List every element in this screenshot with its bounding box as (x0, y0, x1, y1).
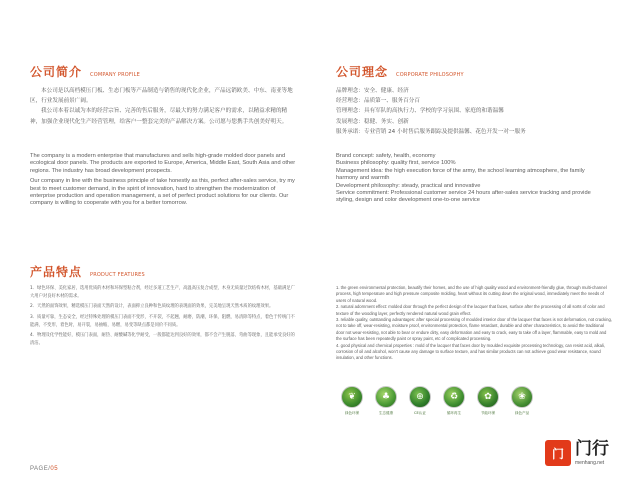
badge-label: 绿色产品 (514, 411, 530, 415)
philosophy-line: Management idea: the high execution force of the army, the school learning atmosphere, the family harmony and warmth (336, 167, 585, 182)
feature-item: 3. reliable quality, outstanding advantages: after special processing of moulded interior door of the lacquer that faces is not deformation, not cracking, not to take off, wear-resisting, moisture proof, environmental protection, flame retardant, durable and other characteristics, to avoid the traditional door not wear-resisting, not able to bear or endure dirty, easy deformation and easy to crack, easy to take off a layer, flammable, easy to mold and the surface has been repeatedly paint or spray paint, etc of complicated processing. (336, 317, 612, 342)
rabbit-icon: ♣ (375, 386, 397, 408)
philosophy-line: 经营理念：品质第一、服务百分百 (336, 98, 420, 105)
watermark-url: menhang.net (575, 459, 605, 466)
badge-label: CE认证 (414, 411, 426, 415)
watermark-name: 门行 (575, 438, 609, 459)
feature-item: 3．质量可靠，生态安全，经过特殊处理的模压门表面不变形，不开裂，不起翘，耐磨，防潮，环保，阻燃，易清除等特点，着色于传统门不能满，不变形，着色时，易开裂，易抽缩，易燃，易变等缺点都是同价不同质。 (30, 314, 295, 328)
philosophy-cn (336, 86, 616, 137)
paragraph: 我公司本着以诚为本的经营宗旨、完善的售后服务，尽最大的努力满足客户的需求，以精益求精的精神，加强企业现代化生产经营管理，给客户一整套完美的产品解决方案。公司愿与您携手共创美好明天。 (30, 108, 288, 125)
page-number-value: 05 (50, 466, 59, 472)
badge-label: 节能环保 (480, 411, 496, 415)
philosophy-line: 管理理念：具有军队的高执行力、学校的学习氛围、家庭的和谐温馨 (336, 108, 504, 115)
paragraph: 本公司是以高档模压门板、生态门板等产品制造与销售的现代化企业，产品远销欧美、中东、南亚等地区，行业发展前景广阔。 (30, 88, 293, 105)
corporate-philosophy-heading (336, 63, 464, 80)
badge (440, 386, 468, 416)
paragraph: Our company in line with the business principle of take honestly as this, perfect after-sales service, try my best to meet customer demand, in the spirit of innovation, hard to strengthen the modernization of enterprise production and operation management, a set of perfect product solutions for our clients. Our company is willing to cooperate with you for a better tomorrow. (30, 178, 295, 207)
philosophy-line: 品牌理念：安全、健康、经济 (336, 88, 409, 94)
company-profile-heading (30, 63, 140, 80)
paragraph: The company is a modern enterprise that manufactures and sells high-grade molded door panels and ecological door panels. The products are exported to Europe, America, Middle East, South Asia and other regions. The industry has broad development prospects. (30, 153, 296, 174)
badge (474, 386, 502, 416)
plant-icon: ❀ (511, 386, 533, 408)
feature-item: 2．天然的面饰效果，精选模压门表面天然的设计，表面抑立良种和色质纹理的表现面的效果，完美地呈现天然木质的纹理效果。 (30, 304, 274, 310)
leaf-icon: ✿ (477, 386, 499, 408)
philosophy-line: 发展理念：稳健、务实、创新 (336, 118, 409, 125)
section-title-cn: 公司简介 (30, 65, 83, 79)
philosophy-line: Development philosophy: steady, practical and innovative (336, 182, 481, 189)
philosophy-line: Service commitment: Professional customer service 24 hours after-sales service tracking and provide styling, design and color development one-to-one service (336, 190, 591, 204)
philosophy-line: 服务承诺：专业营销 24 小时售后服务跟踪及提供温馨、花色开发一对一服务 (336, 128, 526, 135)
feature-item: 2. natural adornment effect: molded door through the perfect design of the lacquer that faces, surface after the processing of all sorts of color and texture of the wooding layer, perfectly rendered natural wood grain effect. (336, 304, 605, 316)
badge (406, 386, 434, 416)
badge-label: 循环再生 (446, 411, 462, 415)
product-features-heading (30, 263, 145, 280)
badge (338, 386, 366, 416)
philosophy-line: Business philosophy: quality first, service 100% (336, 160, 456, 167)
section-title-en: COMPANY PROFILE (90, 72, 140, 78)
cn-char-icon: ⊕ (409, 386, 431, 408)
features-en-list (336, 285, 612, 362)
badge (508, 386, 536, 416)
page-number (30, 466, 58, 472)
leaf-icon: ❦ (341, 386, 363, 408)
feature-item: 4. good physical and chemical properties : mold of the lacquer that faces door by moulded exquisite processing technology, can resist acid, alkali, corrosion of oil and alcohol, won't cause any damage to surface texture, and has similar products can not achieve good wear resistance, sound insulation, and other functions. (336, 342, 606, 361)
badge-label: 绿色环保 (344, 411, 360, 415)
feature-item: 4．物理及化学性能好，模压门表面，耐热、耐酸碱等化学耐受，一般都能达到良好的效果，都不会产生脱落、弯曲等现象，且能承受良好的清洁。 (30, 333, 295, 347)
philosophy-line: Brand concept: safety, health, economy (336, 153, 436, 159)
company-profile-cn (30, 86, 297, 127)
section-title-cn: 产品特点 (30, 265, 83, 279)
badge (372, 386, 400, 416)
page-prefix: PAGE (30, 466, 49, 472)
feature-item: 1．绿色环保、美化家居，选用优质的木材和环保型粘合剂，经过多道工艺生产，高温高压复合成型，木身无质量过饮结构木材，基础满足广大用户对良好木材的需求。 (30, 286, 295, 300)
section-title-en: CORPORATE PHILOSOPHY (396, 72, 464, 78)
section-title-cn: 公司理念 (336, 65, 389, 79)
badge-label: 生态健康 (378, 411, 394, 415)
company-profile-en (30, 153, 298, 211)
features-cn-list (30, 285, 296, 350)
section-title-en: PRODUCT FEATURES (90, 272, 145, 278)
philosophy-en (336, 153, 608, 205)
site-watermark (545, 440, 609, 466)
certification-badges (338, 386, 536, 416)
feature-item: 1. the green environmental protection, beautify their homes, and the use of high quality wood and environment-friendly glue, through multi-channel process, high temperature and high pressure composite molding, heart without its cutting down the original wood, immediately meet the needs of users of natural wood. (336, 285, 607, 303)
menhang-logo-icon: 门 (545, 440, 571, 466)
page-separator: / (48, 466, 51, 472)
recycle-icon: ♻ (443, 386, 465, 408)
